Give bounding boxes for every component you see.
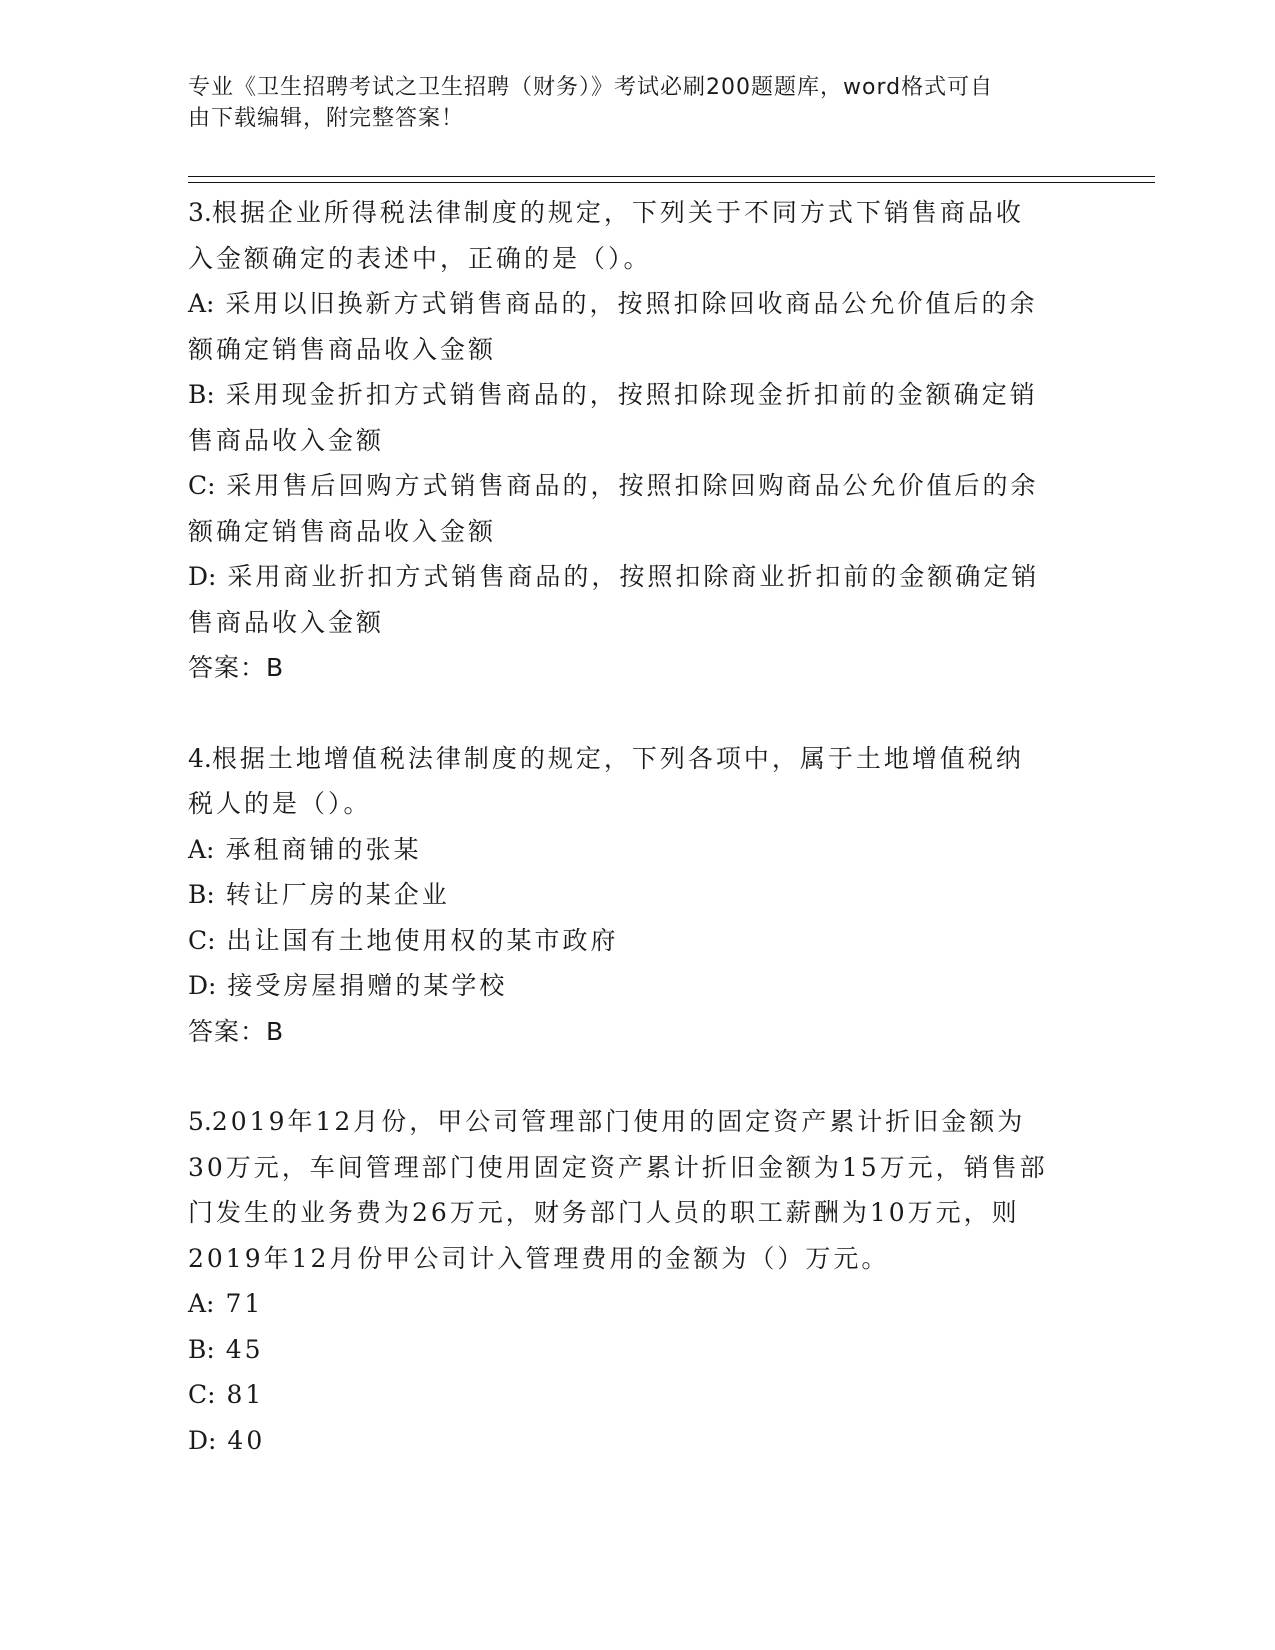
option-text: 转让厂房的某企业 — [225, 880, 450, 909]
answer-line: 答案：B — [188, 1016, 285, 1046]
option-text: 40 — [227, 1425, 266, 1455]
option-key: B: — [188, 1334, 215, 1364]
option-text: 81 — [226, 1380, 265, 1409]
option-key: C: — [188, 471, 216, 500]
option-text: 出让国有土地使用权的某市政府 — [226, 925, 619, 955]
question-text-line: 30万元，车间管理部门使用固定资产累计折旧金额为15万元，销售部 — [188, 1152, 1048, 1182]
question-3 — [188, 190, 1088, 691]
option-key: B: — [188, 380, 215, 409]
option-text: 采用售后回购方式销售商品的，按照扣除回购商品公允价值后的余 — [226, 471, 1039, 500]
question-spacer — [188, 1054, 1088, 1099]
option-a-cont: 额确定销售商品收入金额 — [188, 334, 497, 364]
question-4 — [188, 736, 1088, 1055]
option-key: D: — [188, 1425, 217, 1455]
header-divider-bottom — [188, 182, 1155, 183]
option-text: 采用商业折扣方式销售商品的，按照扣除商业折扣前的金额确定销 — [227, 562, 1040, 591]
header-line-1: 专业《卫生招聘考试之卫生招聘（财务）》考试必刷200题题库，word格式可自 — [188, 75, 994, 100]
option-text: 45 — [225, 1334, 264, 1364]
option-text: 采用以旧换新方式销售商品的，按照扣除回收商品公允价值后的余 — [225, 289, 1038, 318]
option-b — [188, 872, 1088, 918]
question-spacer — [188, 691, 1088, 736]
option-a — [188, 281, 1088, 327]
option-c-cont: 额确定销售商品收入金额 — [188, 516, 497, 546]
option-key: D: — [188, 971, 217, 1000]
option-d — [188, 963, 1088, 1009]
question-text-line: 5.2019年12月份，甲公司管理部门使用的固定资产累计折旧金额为 — [188, 1107, 1026, 1136]
option-text: 承租商铺的张某 — [225, 834, 422, 864]
question-number: 4. — [188, 743, 212, 773]
option-key: B: — [188, 880, 215, 909]
question-list — [188, 190, 1088, 1463]
option-a — [188, 1281, 1088, 1327]
option-a — [188, 827, 1088, 873]
option-c — [188, 1372, 1088, 1418]
question-text-line: 入金额确定的表述中，正确的是（）。 — [188, 243, 652, 273]
question-number: 3. — [188, 198, 212, 227]
question-text-line: 2019年12月份甲公司计入管理费用的金额为（）万元。 — [188, 1243, 890, 1273]
question-text-line: 3.根据企业所得税法律制度的规定，下列关于不同方式下销售商品收 — [188, 198, 1024, 227]
option-key: A: — [188, 289, 215, 318]
header-line-2: 由下载编辑，附完整答案！ — [188, 106, 465, 131]
option-d — [188, 554, 1088, 600]
option-d — [188, 1418, 1088, 1464]
question-text-line: 税人的是（）。 — [188, 789, 372, 818]
answer-line: 答案：B — [188, 653, 285, 682]
option-text: 71 — [225, 1289, 264, 1318]
header-divider-top — [188, 176, 1155, 177]
question-5 — [188, 1099, 1088, 1463]
option-key: C: — [188, 925, 216, 955]
option-text: 采用现金折扣方式销售商品的，按照扣除现金折扣前的金额确定销 — [225, 380, 1038, 409]
option-b — [188, 1327, 1088, 1373]
question-text-line: 4.根据土地增值税法律制度的规定，下列各项中，属于土地增值税纳 — [188, 743, 1024, 773]
question-number: 5. — [188, 1107, 212, 1136]
option-b-cont: 售商品收入金额 — [188, 425, 385, 455]
option-key: A: — [188, 1289, 215, 1318]
option-text: 接受房屋捐赠的某学校 — [227, 971, 508, 1000]
document-header — [188, 72, 1078, 134]
option-key: D: — [188, 562, 217, 591]
option-c — [188, 463, 1088, 509]
question-text-line: 门发生的业务费为26万元，财务部门人员的职工薪酬为10万元，则 — [188, 1198, 1020, 1227]
option-key: A: — [188, 834, 215, 864]
option-b — [188, 372, 1088, 418]
option-c — [188, 918, 1088, 964]
option-key: C: — [188, 1380, 216, 1409]
option-d-cont: 售商品收入金额 — [188, 607, 385, 637]
